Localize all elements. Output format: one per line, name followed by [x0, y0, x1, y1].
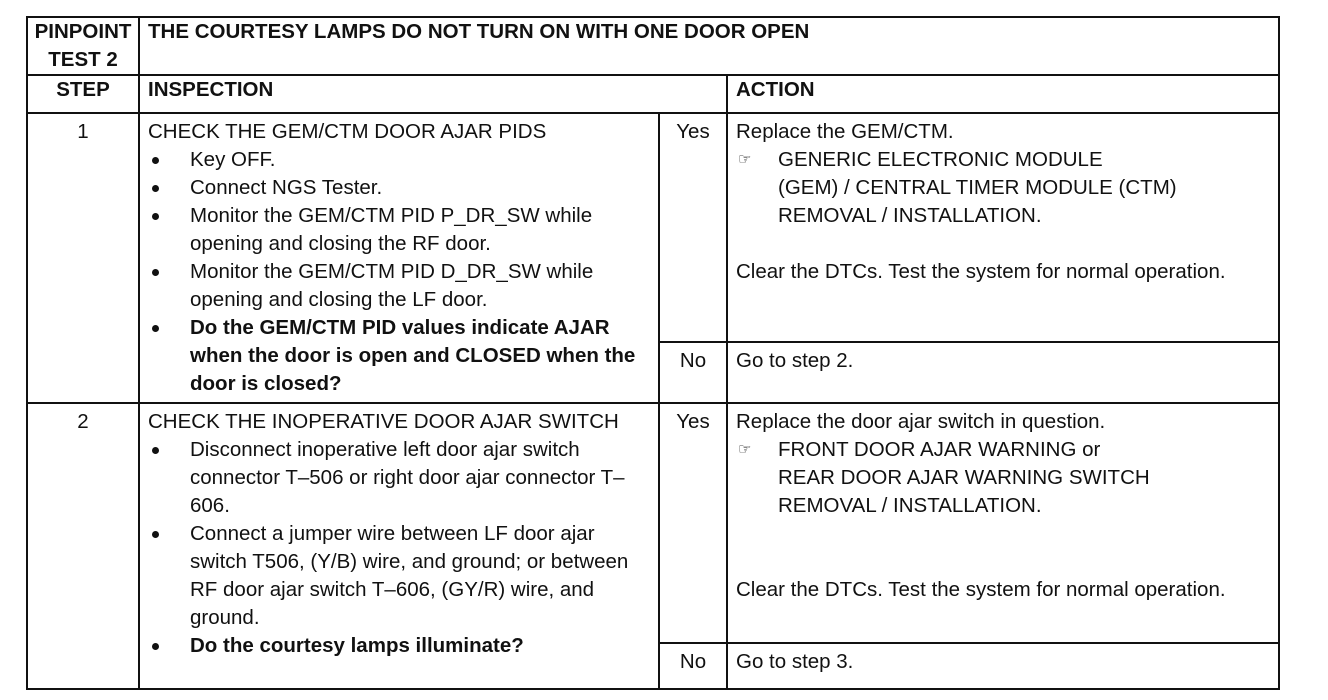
step-1-bullet-1: Key OFF. [148, 146, 650, 174]
step-1-yes-row [27, 113, 1279, 342]
bullet-icon [152, 157, 159, 164]
test-id: PINPOINT TEST 2 [27, 17, 139, 75]
bullet-icon [152, 269, 159, 276]
test-title: THE COURTESY LAMPS DO NOT TURN ON WITH ONE DOOR OPEN [139, 17, 1279, 75]
step-2-number: 2 [27, 403, 139, 689]
column-header-step: STEP [27, 75, 139, 113]
pinpoint-test-table [26, 16, 1280, 690]
step-1-yes-action-text: Replace the GEM/CTM. [736, 120, 954, 143]
step-2-inspection [139, 403, 659, 689]
step-2-bullet-1: Disconnect inoperative left door ajar switch connector T–506 or right door ajar connector T–606. [148, 436, 650, 520]
column-header-action: ACTION [727, 75, 1279, 113]
step-1-inspection [139, 113, 659, 403]
pointing-hand-icon: ☞ [738, 441, 752, 458]
step-2-question: Do the courtesy lamps illuminate? [148, 632, 650, 660]
step-1-reference[interactable] [736, 146, 1270, 230]
column-header-row [27, 75, 1279, 113]
step-2-yes-note: Clear the DTCs. Test the system for normal operation. [736, 578, 1226, 601]
step-1-yes-note: Clear the DTCs. Test the system for normal operation. [736, 260, 1226, 283]
bullet-icon [152, 325, 159, 332]
step-1-number: 1 [27, 113, 139, 403]
step-1-ref-line-1: GENERIC ELECTRONIC MODULE [778, 148, 1103, 171]
bullet-icon [152, 185, 159, 192]
step-1-question: Do the GEM/CTM PID values indicate AJAR when the door is open and CLOSED when the door is closed? [148, 314, 650, 398]
step-1-yes-label: Yes [659, 113, 727, 342]
step-2-ref-line-1: FRONT DOOR AJAR WARNING or [778, 438, 1101, 461]
step-2-ref-line-2: REAR DOOR AJAR WARNING SWITCH [778, 466, 1150, 489]
step-2-title: CHECK THE INOPERATIVE DOOR AJAR SWITCH [148, 410, 619, 433]
step-1-title: CHECK THE GEM/CTM DOOR AJAR PIDS [148, 120, 547, 143]
bullet-icon [152, 531, 159, 538]
step-1-no-action: Go to step 2. [727, 342, 1279, 403]
step-1-ref-line-3: REMOVAL / INSTALLATION. [778, 204, 1042, 227]
step-2-ref-line-3: REMOVAL / INSTALLATION. [778, 494, 1042, 517]
step-1-yes-action [727, 113, 1279, 342]
bullet-icon [152, 213, 159, 220]
bullet-icon [152, 447, 159, 454]
test-header-row [27, 17, 1279, 75]
step-2-yes-action [727, 403, 1279, 643]
step-1-bullet-list [148, 146, 650, 398]
step-1-no-label: No [659, 342, 727, 403]
step-2-yes-row [27, 403, 1279, 643]
step-2-bullet-2: Connect a jumper wire between LF door ajar switch T506, (Y/B) wire, and ground; or between RF door ajar switch T–606, (GY/R) wire, and ground. [148, 520, 650, 632]
step-2-no-label: No [659, 643, 727, 689]
pointing-hand-icon: ☞ [738, 151, 752, 168]
step-2-yes-label: Yes [659, 403, 727, 643]
step-2-reference[interactable] [736, 436, 1270, 520]
step-2-bullet-list [148, 436, 650, 660]
step-1-bullet-2: Connect NGS Tester. [148, 174, 650, 202]
step-1-bullet-3: Monitor the GEM/CTM PID P_DR_SW while opening and closing the RF door. [148, 202, 650, 258]
column-header-inspection: INSPECTION [139, 75, 727, 113]
step-2-no-action: Go to step 3. [727, 643, 1279, 689]
step-1-bullet-4: Monitor the GEM/CTM PID D_DR_SW while opening and closing the LF door. [148, 258, 650, 314]
step-2-yes-action-text: Replace the door ajar switch in question. [736, 410, 1106, 433]
step-1-ref-line-2: (GEM) / CENTRAL TIMER MODULE (CTM) [778, 176, 1177, 199]
bullet-icon [152, 643, 159, 650]
pinpoint-test-document [26, 16, 1278, 680]
